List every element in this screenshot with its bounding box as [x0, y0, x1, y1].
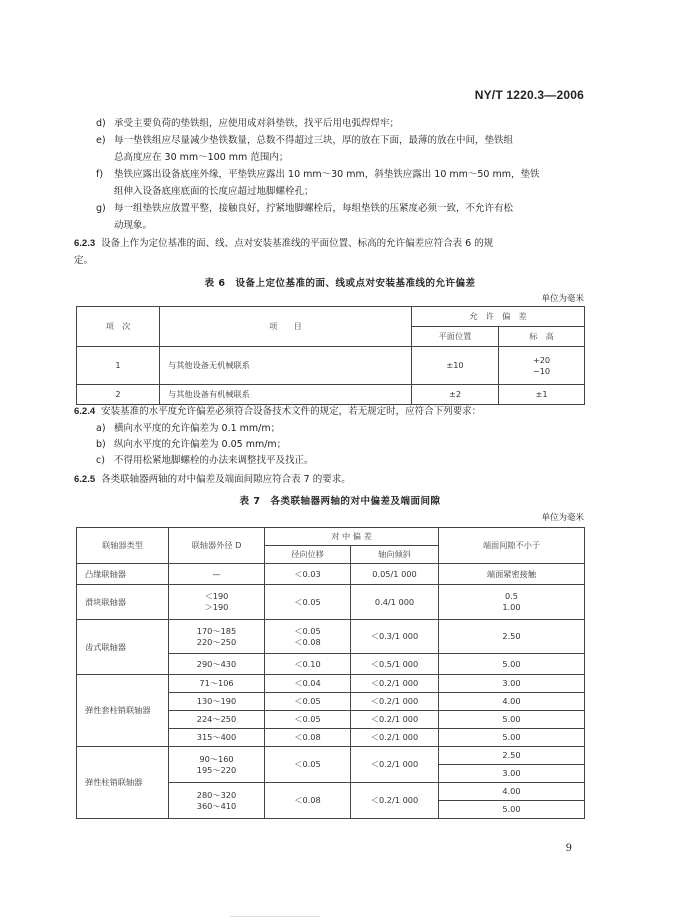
table-cell: 224～250	[169, 711, 265, 729]
cell-line: 170～185	[196, 625, 237, 636]
cell-line: 220～250	[196, 636, 237, 647]
scan-artifact-line	[230, 916, 320, 917]
table7-header-type: 联轴器类型	[77, 528, 169, 564]
table-cell: ±10	[412, 347, 499, 385]
table6-header-item-no: 项 次	[77, 307, 160, 347]
list-text-line: 动现象。	[114, 219, 153, 231]
table-cell: 0.05/1 000	[351, 564, 439, 585]
table7-unit: 单位为毫米	[541, 513, 584, 523]
table-cell: 2.50	[439, 747, 585, 765]
table-cell: 3.00	[439, 765, 585, 783]
table-cell: ＜0.2/1 000	[351, 693, 439, 711]
list-text: 不得用松紧地脚螺栓的办法来调整找平及找正。	[114, 455, 314, 466]
table-cell: ＜0.3/1 000	[351, 620, 439, 654]
table-row	[77, 747, 585, 765]
table6-header-item: 项 目	[160, 307, 412, 347]
list-text: 纵向水平度的允许偏差为 0.05 mm/m；	[114, 439, 287, 450]
table-cell: 0.4/1 000	[351, 585, 439, 620]
clause-6-2-5	[74, 472, 584, 489]
list-marker: b)	[96, 439, 106, 450]
list-item-f	[96, 167, 586, 200]
table-cell: 弹性套柱销联轴器	[77, 675, 169, 747]
table-row	[77, 675, 585, 693]
list-text-line: 每一组垫铁应放置平整，接触良好，拧紧地脚螺栓后，每组垫铁的压紧度必须一致，不允许有松	[114, 203, 514, 214]
clause-number: 6.2.4	[74, 406, 96, 417]
cell-line: ＜0.05	[294, 625, 321, 636]
list-marker: d)	[96, 118, 106, 129]
table-cell: 5.00	[439, 711, 585, 729]
table-cell: ＜0.05	[265, 585, 351, 620]
cell-line: +20	[532, 354, 551, 365]
list-text: 横向水平度的允许偏差为 0.1 mm/m；	[114, 423, 281, 434]
table-row	[77, 620, 585, 654]
table-cell: 与其他设备无机械联系	[160, 347, 412, 385]
list-text-line: 每一垫铁组应尽量减少垫铁数量，总数不得超过三块，厚的放在下面，最薄的放在中间，垫铁组	[114, 135, 514, 146]
list-item-e	[96, 133, 586, 166]
cell-line: 90～160	[199, 753, 234, 764]
list-item-d	[96, 116, 586, 133]
table-cell: ＜0.2/1 000	[351, 729, 439, 747]
table7-header-diameter: 联轴器外径 D	[169, 528, 265, 564]
cell-line: 0.5	[504, 591, 519, 601]
table-cell	[169, 783, 265, 819]
table-cell: —	[169, 564, 265, 585]
table-cell: ＜0.08	[265, 729, 351, 747]
table-cell: ＜0.03	[265, 564, 351, 585]
clause-number: 6.2.3	[74, 238, 96, 249]
table-cell: 315～400	[169, 729, 265, 747]
table7-caption: 表 7 各类联轴器两轴的对中偏差及端面间隙	[239, 496, 441, 507]
table-cell: ＜0.08	[265, 783, 351, 819]
list-item-b	[96, 437, 586, 454]
table-cell	[169, 747, 265, 783]
table-cell: 凸缘联轴器	[77, 564, 169, 585]
list-marker: g)	[96, 203, 106, 214]
list-text-line: 垫铁应露出设备底座外缘，平垫铁应露出 10 mm～30 mm，斜垫铁应露出 10 mm～50 mm，垫铁	[114, 169, 540, 180]
table6-header-elevation: 标 高	[499, 327, 585, 347]
list-marker: a)	[96, 423, 106, 434]
table-cell	[169, 585, 265, 620]
table6-header-tolerance: 允 许 偏 差	[412, 307, 585, 327]
cell-line: 195～220	[196, 764, 237, 775]
table-row	[77, 564, 585, 585]
table-cell: 与其他设备有机械联系	[160, 385, 412, 405]
clause-text: 安装基准的水平度允许偏差必须符合设备技术文件的规定，若无规定时，应符合下列要求：	[101, 406, 482, 417]
table-cell: ＜0.2/1 000	[351, 675, 439, 693]
table-cell: ＜0.04	[265, 675, 351, 693]
clause-6-2-4	[74, 404, 584, 421]
table-cell: 5.00	[439, 654, 585, 675]
clause-text: 设备上作为定位基准的面、线、点对安装基准线的平面位置、标高的允许偏差应符合表 6 的规	[101, 238, 494, 249]
clause-number: 6.2.5	[74, 474, 96, 485]
table-cell: 4.00	[439, 783, 585, 801]
table-cell: ＜0.2/1 000	[351, 711, 439, 729]
table-cell: 71～106	[169, 675, 265, 693]
table-cell: 130～190	[169, 693, 265, 711]
clause-text-cont: 定。	[74, 254, 94, 266]
list-marker: f)	[96, 169, 104, 180]
table-cell	[265, 620, 351, 654]
list-item-g	[96, 201, 586, 234]
list-text-line: 组伸入设备底座底面的长度应超过地脚螺栓孔；	[114, 185, 314, 197]
table-row	[77, 347, 585, 385]
table-row	[77, 385, 585, 405]
cell-line: 360～410	[196, 800, 237, 811]
table-cell: 2.50	[439, 620, 585, 654]
document-code: NY/T 1220.3—2006	[474, 88, 584, 102]
table-cell: 5.00	[439, 801, 585, 819]
table-cell: 3.00	[439, 675, 585, 693]
table6-unit: 单位为毫米	[541, 294, 584, 304]
list-text-line: 总高度应在 30 mm～100 mm 范围内；	[114, 151, 289, 163]
table7-header-gap: 端面间隙不小于	[439, 528, 585, 564]
table6-header-plane: 平面位置	[412, 327, 499, 347]
table7-header-alignment: 对 中 偏 差	[265, 528, 439, 546]
table-cell: ＜0.2/1 000	[351, 783, 439, 819]
table-cell: 滑块联轴器	[77, 585, 169, 620]
cell-line: 1.00	[502, 602, 521, 612]
list-item-c	[96, 453, 586, 470]
table-cell: ＜0.05	[265, 711, 351, 729]
list-text: 承受主要负荷的垫铁组，应使用成对斜垫铁，找平后用电弧焊焊牢；	[114, 118, 400, 129]
table-cell: 4.00	[439, 693, 585, 711]
table-cell: ＜0.05	[265, 693, 351, 711]
table-cell	[439, 585, 585, 620]
list-item-a	[96, 421, 586, 438]
table-cell: 端面紧密接触	[439, 564, 585, 585]
table-cell: 5.00	[439, 729, 585, 747]
table6-caption: 表 6 设备上定位基准的面、线或点对安装基准线的允许偏差	[204, 278, 476, 289]
table7-header-radial: 径向位移	[265, 546, 351, 564]
list-marker: e)	[96, 135, 106, 146]
clause-6-2-3	[74, 236, 584, 269]
clause-text: 各类联轴器两轴的对中偏差及端面间隙应符合表 7 的要求。	[101, 474, 351, 485]
list-marker: c)	[96, 455, 105, 466]
cell-line: 280～320	[196, 789, 237, 800]
table7-header-axial: 轴向倾斜	[351, 546, 439, 564]
table-cell	[499, 347, 585, 385]
table-cell: 齿式联轴器	[77, 620, 169, 675]
table-cell: ±1	[499, 385, 585, 405]
cell-line: ＜0.08	[294, 636, 321, 647]
table-7	[76, 527, 585, 819]
table-cell: 2	[77, 385, 160, 405]
table-cell: ＜0.2/1 000	[351, 747, 439, 783]
table-cell	[169, 620, 265, 654]
page-number: 9	[565, 843, 572, 854]
cell-line: −10	[532, 365, 551, 376]
table-cell: 290～430	[169, 654, 265, 675]
table-cell: ±2	[412, 385, 499, 405]
table-row	[77, 585, 585, 620]
cell-line: ＞190	[204, 602, 229, 612]
table-cell: 1	[77, 347, 160, 385]
table-cell: ＜0.10	[265, 654, 351, 675]
table-cell: ＜0.5/1 000	[351, 654, 439, 675]
table-cell: ＜0.05	[265, 747, 351, 783]
cell-line: ＜190	[204, 591, 229, 601]
table-6	[76, 306, 585, 405]
table-cell: 弹性柱销联轴器	[77, 747, 169, 819]
